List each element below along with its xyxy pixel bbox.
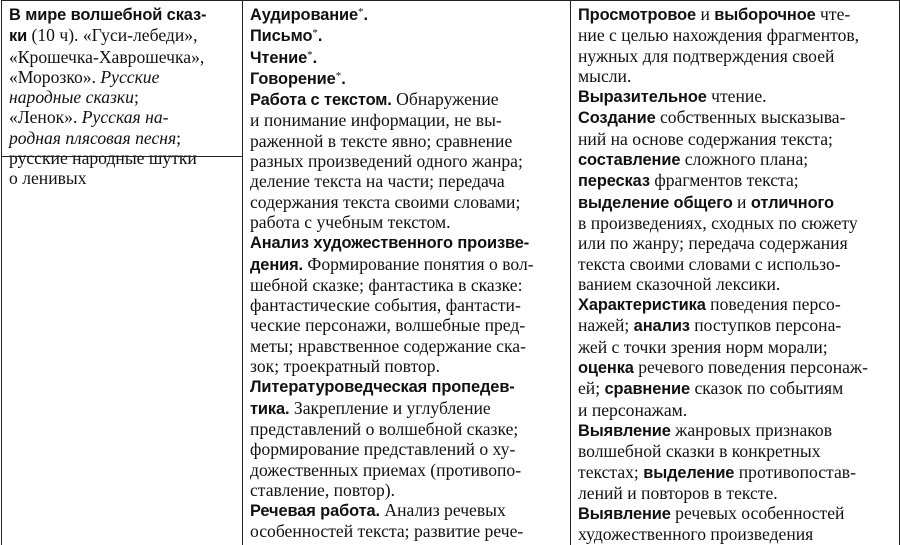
bold-term: . xyxy=(317,27,323,46)
text-line xyxy=(250,232,564,253)
bold-term: Чтение xyxy=(250,48,308,67)
text-run: поведения персо- xyxy=(705,294,841,315)
text-run: зок; троекратный повтор. xyxy=(250,356,440,377)
text-line xyxy=(250,68,564,89)
italic-text: Русская на- xyxy=(81,107,169,128)
text-run: (10 ч). «Гуси-лебеди», xyxy=(27,25,198,46)
text-run: о ленивых xyxy=(9,168,87,189)
text-run: дожественных приемах (противопо- xyxy=(250,459,522,480)
footnote-mark: * xyxy=(307,48,313,61)
text-run: особенностей текста; развитие рече- xyxy=(250,521,524,542)
text-run: текстах; xyxy=(578,461,644,482)
bold-term: выделение общего xyxy=(578,193,733,212)
text-run: речевых особенностей xyxy=(670,503,845,524)
text-run: деление текста на части; передача xyxy=(250,171,505,192)
text-run: шебной сказке; фантастика в сказке: xyxy=(250,274,523,295)
text-line xyxy=(9,148,236,168)
text-line xyxy=(578,66,893,86)
text-line xyxy=(250,376,564,397)
text-run: Анализ речевых xyxy=(380,500,506,521)
bold-term: Создание xyxy=(578,109,656,128)
bold-term: отличного xyxy=(750,193,834,212)
curriculum-table xyxy=(1,0,900,545)
text-line xyxy=(578,107,893,128)
text-line xyxy=(250,315,564,335)
text-run: мысли. xyxy=(578,65,632,86)
text-line xyxy=(578,192,893,213)
text-line xyxy=(9,168,236,188)
text-run: представлений о волшебной сказке; xyxy=(250,418,519,439)
text-line xyxy=(250,356,564,376)
bold-term: составление xyxy=(578,151,681,170)
text-line xyxy=(578,149,893,170)
text-run: ей; xyxy=(578,378,605,399)
bold-term: тика. xyxy=(250,399,290,418)
bold-term: Аудирование xyxy=(250,6,359,24)
text-run: «Крошечка-Хаврошечка», xyxy=(9,46,205,67)
text-line xyxy=(250,460,564,480)
text-run: ние с целью нахождения фрагментов, xyxy=(578,25,860,46)
text-run: чтение. xyxy=(706,86,767,107)
text-run: ставление, повтор). xyxy=(250,479,396,500)
text-run: «Морозко». xyxy=(9,66,101,87)
text-line xyxy=(578,420,893,441)
text-line xyxy=(578,25,893,45)
bold-term: Выразительное xyxy=(578,88,707,107)
text-line xyxy=(578,441,893,461)
bold-term: Работа с текстом. xyxy=(250,91,392,110)
text-line xyxy=(250,439,564,459)
text-run: чте- xyxy=(815,4,851,24)
text-line xyxy=(250,521,564,541)
text-line xyxy=(250,480,564,500)
bold-term: ки xyxy=(9,27,28,46)
bold-term: Речевая работа. xyxy=(250,502,381,521)
bold-term: . xyxy=(312,48,318,67)
text-run: русские народные шутки xyxy=(9,148,197,169)
text-line xyxy=(578,378,893,399)
bold-term: Выявление xyxy=(578,505,671,524)
bold-term: . xyxy=(363,6,368,24)
text-line xyxy=(250,419,564,439)
text-run: формирование представлений о ху- xyxy=(250,439,516,460)
text-run: текста своими словами с использо- xyxy=(578,253,841,274)
text-line xyxy=(250,131,564,151)
text-run: жей с точки зрения норм морали; xyxy=(578,336,828,357)
text-line xyxy=(578,503,893,524)
text-run: содержания текста своими словами; xyxy=(250,191,521,212)
text-run: и xyxy=(696,4,715,24)
text-run: в произведениях, сходных по сюжету xyxy=(578,212,858,233)
text-run: Формирование понятия о вол- xyxy=(303,253,534,274)
bold-term: Просмотровое xyxy=(578,6,697,24)
text-line xyxy=(578,315,893,336)
text-run: разных произведений одного жанра; xyxy=(250,151,523,172)
bold-term: выборочное xyxy=(714,6,816,24)
bold-term: Письмо xyxy=(250,27,313,46)
text-line xyxy=(578,4,893,25)
text-line xyxy=(578,400,893,420)
text-run: жанровых признаков xyxy=(670,419,833,440)
text-run: и xyxy=(732,191,751,212)
content-cell xyxy=(243,1,571,545)
text-run: поступков персона- xyxy=(689,315,842,336)
topic-cell xyxy=(2,1,243,545)
text-line xyxy=(9,25,236,46)
text-line xyxy=(250,212,564,232)
text-run: сказок по событиям xyxy=(690,378,844,399)
bold-term: выделение xyxy=(643,463,735,482)
text-line xyxy=(578,46,893,66)
text-run: и понимание информации, не вы- xyxy=(250,110,502,131)
text-run: ; xyxy=(133,87,139,108)
bold-term: Выявление xyxy=(578,421,671,440)
footnote-mark: * xyxy=(335,69,342,82)
bold-term: дения. xyxy=(250,255,304,274)
text-line xyxy=(250,4,564,25)
text-run: собственных высказыва- xyxy=(655,107,846,128)
topic-cell-divider xyxy=(1,156,242,157)
text-line xyxy=(250,275,564,295)
bold-term: . xyxy=(341,69,346,88)
italic-text: Русские xyxy=(100,66,160,87)
text-line xyxy=(250,398,564,419)
text-line xyxy=(578,129,893,149)
bold-term: анализ xyxy=(633,317,690,336)
footnote-mark: * xyxy=(312,27,318,40)
text-line xyxy=(578,462,893,483)
bold-term: оценка xyxy=(578,359,634,378)
text-run: фрагментов текста; xyxy=(649,170,799,191)
text-run: работа с учебным текстом. xyxy=(250,211,451,232)
text-line xyxy=(250,151,564,171)
text-run: ний на основе содержания текста; xyxy=(578,128,833,149)
text-run: или по жанру; передача содержания xyxy=(578,233,848,254)
text-line xyxy=(578,86,893,107)
text-run: противопостав- xyxy=(734,461,856,482)
text-run: лений и повторов в тексте. xyxy=(578,482,778,503)
text-line xyxy=(250,192,564,212)
text-line xyxy=(578,294,893,315)
text-line xyxy=(578,357,893,378)
bold-term: Литературоведческая пропедев- xyxy=(250,378,515,397)
text-line xyxy=(578,274,893,294)
text-line xyxy=(9,4,236,25)
text-run: художественного произведения xyxy=(578,524,814,545)
text-run: и персонажам. xyxy=(578,399,688,420)
text-line xyxy=(250,25,564,46)
text-line xyxy=(9,67,236,87)
text-line xyxy=(250,171,564,191)
text-line xyxy=(9,87,236,107)
text-line xyxy=(578,213,893,233)
text-run: Обнаружение xyxy=(391,89,499,110)
text-line xyxy=(250,110,564,130)
footnote-mark: * xyxy=(358,6,364,18)
text-run: нужных для подтверждения своей xyxy=(578,45,835,66)
text-line xyxy=(250,254,564,275)
text-line xyxy=(250,89,564,110)
italic-text: родная плясовая песня xyxy=(9,127,177,148)
bold-term: В мире волшебной сказ- xyxy=(9,6,207,24)
text-line xyxy=(9,47,236,67)
text-run: Закрепление и углубление xyxy=(289,397,491,418)
text-line xyxy=(9,128,236,148)
text-run: ; xyxy=(176,127,182,148)
text-run: волшебной сказки в конкретных xyxy=(578,441,821,462)
text-line xyxy=(578,254,893,274)
text-run: речевого поведения персонаж- xyxy=(633,357,868,378)
text-run: «Ленок». xyxy=(9,107,82,128)
text-run: нажей; xyxy=(578,315,634,336)
text-run: меты; нравственное содержание ска- xyxy=(250,335,526,356)
text-line xyxy=(250,47,564,68)
bold-term: сравнение xyxy=(604,380,691,399)
text-line xyxy=(578,337,893,357)
bold-term: Анализ художественного произве- xyxy=(250,234,530,253)
text-run: фантастические события, фантасти- xyxy=(250,295,521,316)
text-line xyxy=(250,500,564,521)
bold-term: Характеристика xyxy=(578,296,706,315)
activities-cell xyxy=(571,1,900,545)
text-line xyxy=(578,483,893,503)
bold-term: Говорение xyxy=(250,69,336,88)
italic-text: народные сказки xyxy=(9,87,134,108)
text-run: ванием сказочной лексики. xyxy=(578,273,781,294)
bold-term: пересказ xyxy=(578,172,650,191)
text-run: ческие персонажи, волшебные пред- xyxy=(250,315,526,336)
text-line xyxy=(9,107,236,127)
text-run: раженной в тексте явно; сравнение xyxy=(250,130,513,151)
text-line xyxy=(578,524,893,544)
text-line xyxy=(250,336,564,356)
text-line xyxy=(250,295,564,315)
text-run: сложного плана; xyxy=(680,149,809,170)
table-row xyxy=(2,1,900,545)
text-line xyxy=(578,170,893,191)
text-line xyxy=(578,233,893,253)
